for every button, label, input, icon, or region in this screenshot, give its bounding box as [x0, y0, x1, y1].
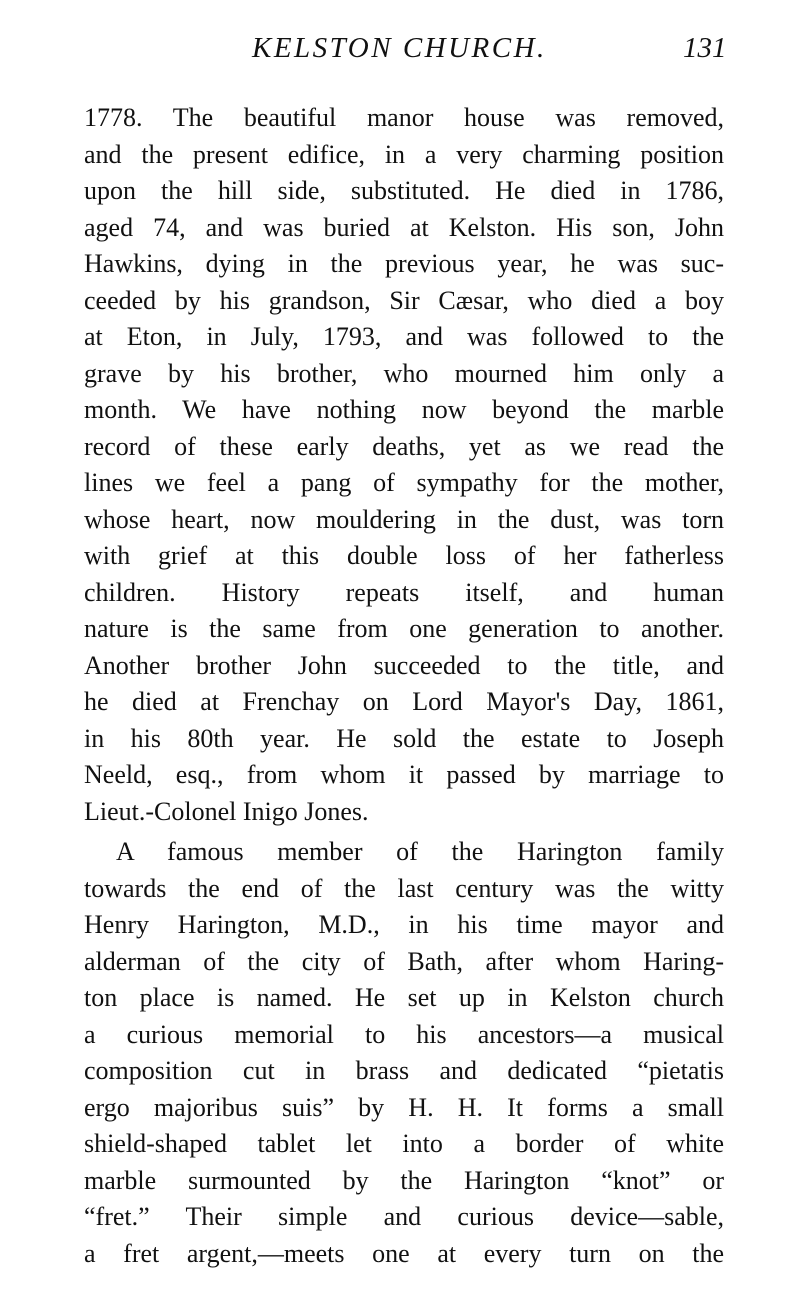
- text-line: ergo majoribus suis” by H. H. It forms a small: [84, 1092, 724, 1122]
- text-line: shield-shaped tablet let into a border of white: [84, 1129, 724, 1158]
- text-line: record of these early deaths, yet as we read the: [84, 431, 724, 461]
- text-line: upon the hill side, substituted. He died in 1786,: [84, 176, 724, 205]
- text-line: alderman of the city of Bath, after whom Haring-: [84, 946, 724, 976]
- text-line: a fret argent,—meets one at every turn on the: [84, 1238, 724, 1268]
- text-line: with grief at this double loss of her fatherless: [84, 541, 724, 570]
- text-line: towards the end of the last century was the witty: [84, 873, 724, 903]
- text-line: Hawkins, dying in the previous year, he was suc-: [84, 249, 724, 278]
- text-line: 1778. The beautiful manor house was removed,: [84, 103, 724, 132]
- text-line: A famous member of the Harington family: [116, 837, 724, 866]
- text-line: grave by his brother, who mourned him only a: [84, 358, 724, 388]
- text-line: marble surmounted by the Harington “knot” or: [84, 1165, 724, 1195]
- text-line: and the present edifice, in a very charming position: [84, 139, 724, 169]
- text-line: in his 80th year. He sold the estate to Joseph: [84, 723, 724, 753]
- running-title: KELSTON CHURCH.: [252, 32, 547, 64]
- body-text: [84, 100, 724, 1272]
- text-line: “fret.” Their simple and curious device—sable,: [84, 1202, 724, 1231]
- paragraph-1: [84, 100, 724, 830]
- page-number: 131: [683, 32, 727, 64]
- text-line: Another brother John succeeded to the title, and: [84, 650, 724, 680]
- text-line: ceeded by his grandson, Sir Cæsar, who died a boy: [84, 285, 724, 315]
- text-line: he died at Frenchay on Lord Mayor's Day, 1861,: [84, 687, 724, 716]
- text-line: Lieut.-Colonel Inigo Jones.: [84, 796, 369, 826]
- text-line: at Eton, in July, 1793, and was followed to the: [84, 322, 724, 351]
- text-line: a curious memorial to his ancestors—a musical: [84, 1019, 724, 1049]
- text-line: month. We have nothing now beyond the marble: [84, 395, 724, 424]
- text-line: composition cut in brass and dedicated “pietatis: [84, 1056, 724, 1085]
- text-line: aged 74, and was buried at Kelston. His son, John: [84, 212, 724, 242]
- text-line: Neeld, esq., from whom it passed by marriage to: [84, 760, 724, 789]
- paragraph-2: [84, 834, 724, 1272]
- text-line: whose heart, now mouldering in the dust, was torn: [84, 504, 724, 534]
- text-line: ton place is named. He set up in Kelston church: [84, 983, 724, 1012]
- text-line: Henry Harington, M.D., in his time mayor and: [84, 910, 724, 939]
- text-line: lines we feel a pang of sympathy for the mother,: [84, 468, 724, 497]
- text-line: nature is the same from one generation to another.: [84, 614, 724, 643]
- text-line: children. History repeats itself, and human: [84, 577, 724, 607]
- running-head: [0, 30, 800, 70]
